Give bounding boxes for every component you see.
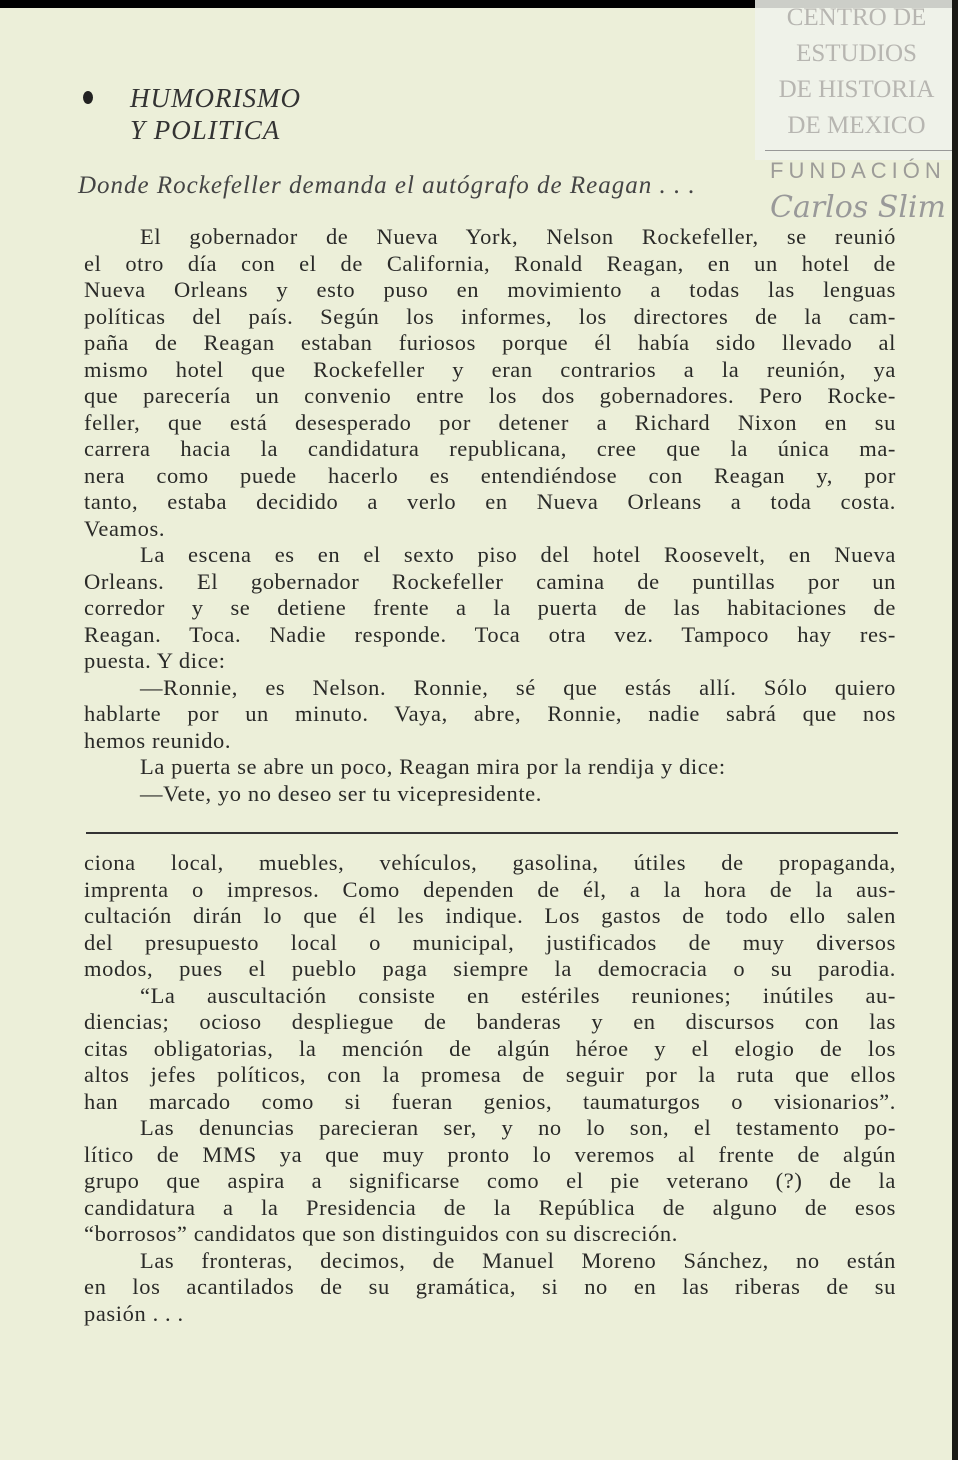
text-line: hemos reunido. [84, 727, 232, 753]
heading-line-1: HUMORISMO [130, 83, 301, 113]
text-line: Las fronteras, decimos, de Manuel Moreno Sánchez, no están [140, 1247, 896, 1273]
text-line: —Vete, yo no deseo ser tu vicepresidente. [140, 780, 542, 806]
text-line: puesta. Y dice: [84, 648, 226, 673]
text-line: Nueva Orleans y esto puso en movimiento a todas las lenguas [84, 277, 896, 302]
heading-line-2: Y POLITICA [130, 115, 281, 145]
text-line: Las denuncias parecieran ser, y no lo son, el testamento po- [140, 1115, 896, 1140]
text-line: del presupuesto local o municipal, justificados de muy diversos [84, 929, 896, 955]
text-line: hablarte por un minuto. Vaya, abre, Ronnie, nadie sabrá que nos [84, 701, 896, 726]
text-line: que parecería un convenio entre los dos gobernadores. Pero Rocke- [84, 383, 896, 408]
document-page [0, 8, 952, 1460]
scan-edge [952, 0, 958, 1460]
text-line: han marcado como si fueran genios, taumaturgos o visionarios”. [84, 1088, 896, 1114]
article-body [84, 224, 896, 807]
text-line: corredor y se detiene frente a la puerta de las habitaciones de [84, 595, 896, 620]
text-line: —Ronnie, es Nelson. Ronnie, sé que estás allí. Sólo quiero [140, 674, 896, 700]
text-line: políticas del país. Según los informes, los directores de la cam- [84, 303, 896, 329]
signature-logo: Carlos Slim [770, 190, 946, 225]
text-line: carrera hacia la candidatura republicana, cree que la única ma- [84, 436, 896, 461]
text-line: el otro día con el de California, Ronald Reagan, en un hotel de [84, 250, 896, 276]
text-line: imprenta o impresos. Como dependen de él, a la hora de la aus- [84, 876, 896, 902]
text-line: ciona local, muebles, vehículos, gasolina, útiles de propaganda, [84, 850, 896, 875]
watermark-line: CENTRO DE [786, 4, 927, 31]
watermark-line: ESTUDIOS [796, 40, 917, 67]
text-line: mismo hotel que Rockefeller y eran contrarios a la reunión, ya [84, 356, 896, 382]
section-heading [80, 82, 301, 146]
text-line: candidatura a la Presidencia de la República de alguno de esos [84, 1194, 896, 1220]
archive-watermark [755, 0, 958, 160]
text-line: en los acantilados de su gramática, si no en las riberas de su [84, 1274, 896, 1299]
foundation-label: FUNDACIÓN [770, 158, 946, 183]
continuation-body [84, 850, 896, 1327]
text-line: modos, pues el pueblo paga siempre la democracia o su parodia. [84, 956, 896, 981]
text-line: pasión . . . [84, 1300, 184, 1326]
text-line: Reagan. Toca. Nadie responde. Toca otra vez. Tampoco hay res- [84, 621, 896, 647]
text-line: Veamos. [84, 515, 166, 541]
article-subtitle: Donde Rockefeller demanda el autógrafo de Reagan . . . [78, 172, 696, 199]
text-line: feller, que está desesperado por detener a Richard Nixon en su [84, 409, 896, 435]
watermark-line: DE MEXICO [787, 112, 926, 139]
watermark-rule [765, 150, 958, 151]
text-line: “borrosos” candidatos que son distinguidos con su discreción. [84, 1221, 679, 1246]
text-line: La puerta se abre un poco, Reagan mira por la rendija y dice: [140, 754, 726, 779]
text-line: cultación dirán lo que él les indique. Los gastos de todo ello salen [84, 903, 896, 928]
divider [86, 832, 898, 834]
text-line: Orleans. El gobernador Rockefeller camina de puntillas por un [84, 568, 896, 594]
watermark-line: DE HISTORIA [778, 76, 935, 103]
text-line: citas obligatorias, la mención de algún héroe y el elogio de los [84, 1035, 896, 1061]
text-line: lítico de MMS ya que muy pronto lo veremos al frente de algún [84, 1141, 896, 1167]
text-line: nera como puede hacerlo es entendiéndose con Reagan y, por [84, 462, 896, 488]
text-line: grupo que aspira a significarse como el pie veterano (?) de la [84, 1168, 896, 1193]
text-line: “La auscultación consiste en estériles reuniones; inútiles au- [140, 982, 896, 1008]
text-line: altos jefes políticos, con la promesa de seguir por la ruta que ellos [84, 1062, 896, 1087]
text-line: paña de Reagan estaban furiosos porque él había sido llevado al [84, 330, 896, 355]
text-line: El gobernador de Nueva York, Nelson Rockefeller, se reunió [140, 224, 896, 249]
text-line: tanto, estaba decidido a verlo en Nueva Orleans a toda costa. [84, 489, 896, 514]
text-line: La escena es en el sexto piso del hotel Roosevelt, en Nueva [140, 542, 896, 567]
text-line: diencias; ocioso despliegue de banderas y en discursos con las [84, 1009, 896, 1034]
